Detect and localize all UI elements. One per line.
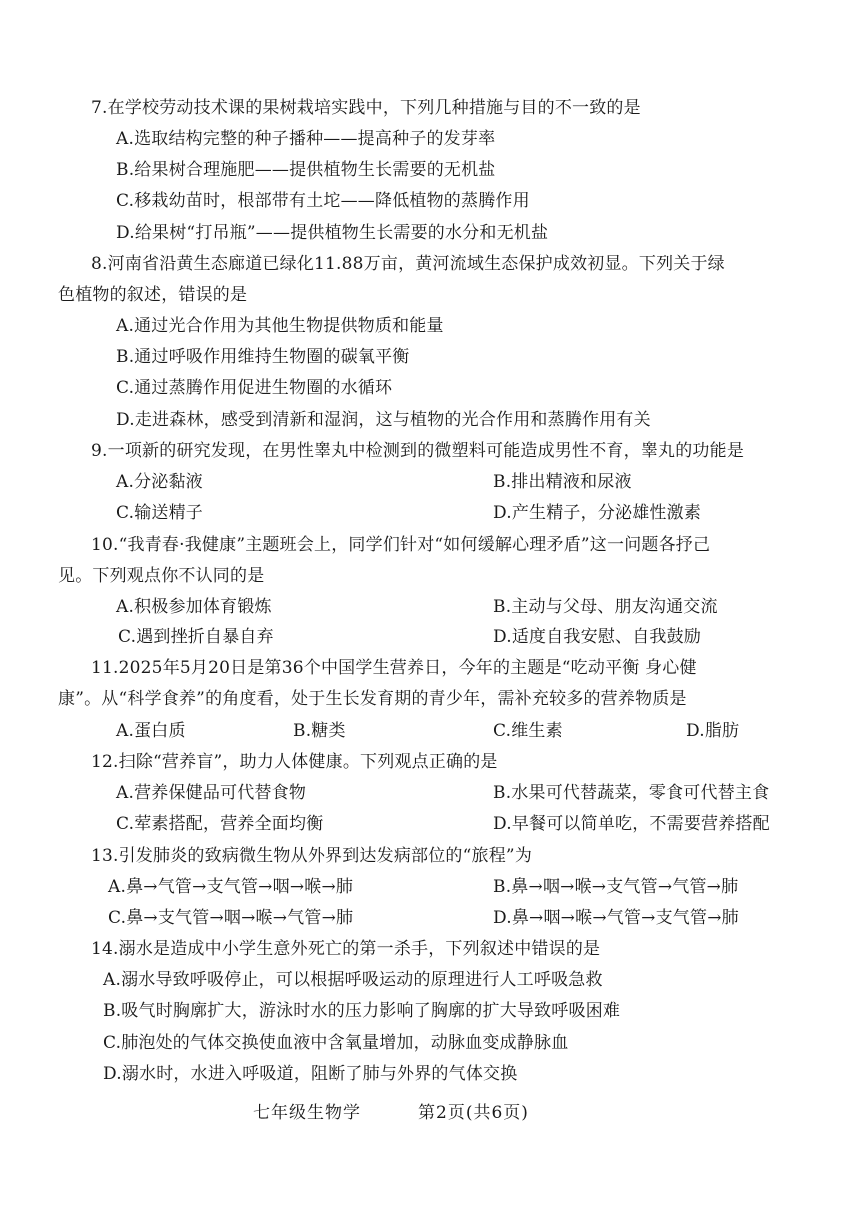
- question-9-option-d: D.产生精子，分泌雄性激素: [493, 503, 702, 523]
- question-11-stem-line-2: 康”。从“科学食养”的角度看，处于生长发育期的青少年，需补充较多的营养物质是: [58, 689, 687, 709]
- question-10-option-b: B.主动与父母、朋友沟通交流: [493, 597, 718, 617]
- question-9-option-a: A.分泌黏液: [116, 472, 203, 492]
- question-7-stem: 7.在学校劳动技术课的果树栽培实践中，下列几种措施与目的不一致的是: [91, 98, 641, 118]
- question-10-stem-line-2: 见。下列观点你不认同的是: [58, 566, 265, 586]
- question-12-option-d: D.早餐可以简单吃，不需要营养搭配: [493, 814, 770, 834]
- question-8-option-d: D.走进森林，感受到清新和湿润，这与植物的光合作用和蒸腾作用有关: [116, 410, 651, 430]
- question-11-option-a: A.蛋白质: [116, 721, 186, 741]
- question-7-option-c: C.移栽幼苗时，根部带有土坨——降低植物的蒸腾作用: [116, 191, 530, 211]
- footer-subject: 七年级生物学: [253, 1103, 361, 1123]
- question-14-option-a: A.溺水导致呼吸停止，可以根据呼吸运动的原理进行人工呼吸急救: [103, 970, 603, 990]
- question-10-option-d: D.适度自我安慰、自我鼓励: [493, 627, 702, 647]
- question-11-option-c: C.维生素: [493, 721, 563, 741]
- question-13-option-d: D.鼻→咽→喉→气管→支气管→肺: [493, 908, 739, 928]
- question-8-option-c: C.通过蒸腾作用促进生物圈的水循环: [116, 378, 393, 398]
- question-13-stem: 13.引发肺炎的致病微生物从外界到达发病部位的“旅程”为: [91, 846, 533, 866]
- question-14-option-d: D.溺水时，水进入呼吸道，阻断了肺与外界的气体交换: [103, 1064, 518, 1084]
- question-14-stem: 14.溺水是造成中小学生意外死亡的第一杀手，下列叙述中错误的是: [91, 939, 601, 959]
- footer-page-number: 第2页(共6页): [418, 1103, 529, 1123]
- question-11-stem-line-1: 11.2025年5月20日是第36个中国学生营养日，今年的主题是“吃动平衡 身心健: [91, 658, 697, 678]
- question-8-stem-line-2: 色植物的叙述，错误的是: [58, 285, 248, 305]
- question-9-stem: 9.一项新的研究发现，在男性睾丸中检测到的微塑料可能造成男性不育，睾丸的功能是: [91, 441, 745, 461]
- question-8-stem-line-1: 8.河南省沿黄生态廊道已绿化11.88万亩，黄河流域生态保护成效初显。下列关于绿: [91, 254, 725, 274]
- question-13-option-b: B.鼻→咽→喉→支气管→气管→肺: [493, 877, 739, 897]
- question-10-option-a: A.积极参加体育锻炼: [116, 597, 272, 617]
- question-11-option-d: D.脂肪: [686, 721, 740, 741]
- question-10-stem-line-1: 10.“我青春·我健康”主题班会上，同学们针对“如何缓解心理矛盾”这一问题各抒己: [91, 535, 711, 555]
- question-7-option-d: D.给果树“打吊瓶”——提供植物生长需要的水分和无机盐: [116, 223, 549, 243]
- question-10-option-c: C.遇到挫折自暴自弃: [118, 627, 274, 647]
- question-8-option-b: B.通过呼吸作用维持生物圈的碳氧平衡: [116, 347, 410, 367]
- question-12-option-c: C.荤素搭配，营养全面均衡: [116, 814, 324, 834]
- question-8-option-a: A.通过光合作用为其他生物提供物质和能量: [116, 316, 444, 336]
- question-11-option-b: B.糖类: [293, 721, 346, 741]
- question-9-option-b: B.排出精液和尿液: [493, 472, 632, 492]
- question-7-option-a: A.选取结构完整的种子播种——提高种子的发芽率: [116, 129, 496, 149]
- question-14-option-c: C.肺泡处的气体交换使血液中含氧量增加，动脉血变成静脉血: [103, 1033, 569, 1053]
- question-9-option-c: C.输送精子: [116, 503, 204, 523]
- question-12-stem: 12.扫除“营养盲”，助力人体健康。下列观点正确的是: [91, 752, 498, 772]
- question-12-option-a: A.营养保健品可代替食物: [116, 783, 307, 803]
- question-13-option-a: A.鼻→气管→支气管→咽→喉→肺: [108, 877, 354, 897]
- question-7-option-b: B.给果树合理施肥——提供植物生长需要的无机盐: [116, 160, 496, 180]
- question-13-option-c: C.鼻→支气管→咽→喉→气管→肺: [108, 908, 354, 928]
- question-14-option-b: B.吸气时胸廓扩大，游泳时水的压力影响了胸廓的扩大导致呼吸困难: [103, 1001, 621, 1021]
- question-12-option-b: B.水果可代替蔬菜，零食可代替主食: [493, 783, 770, 803]
